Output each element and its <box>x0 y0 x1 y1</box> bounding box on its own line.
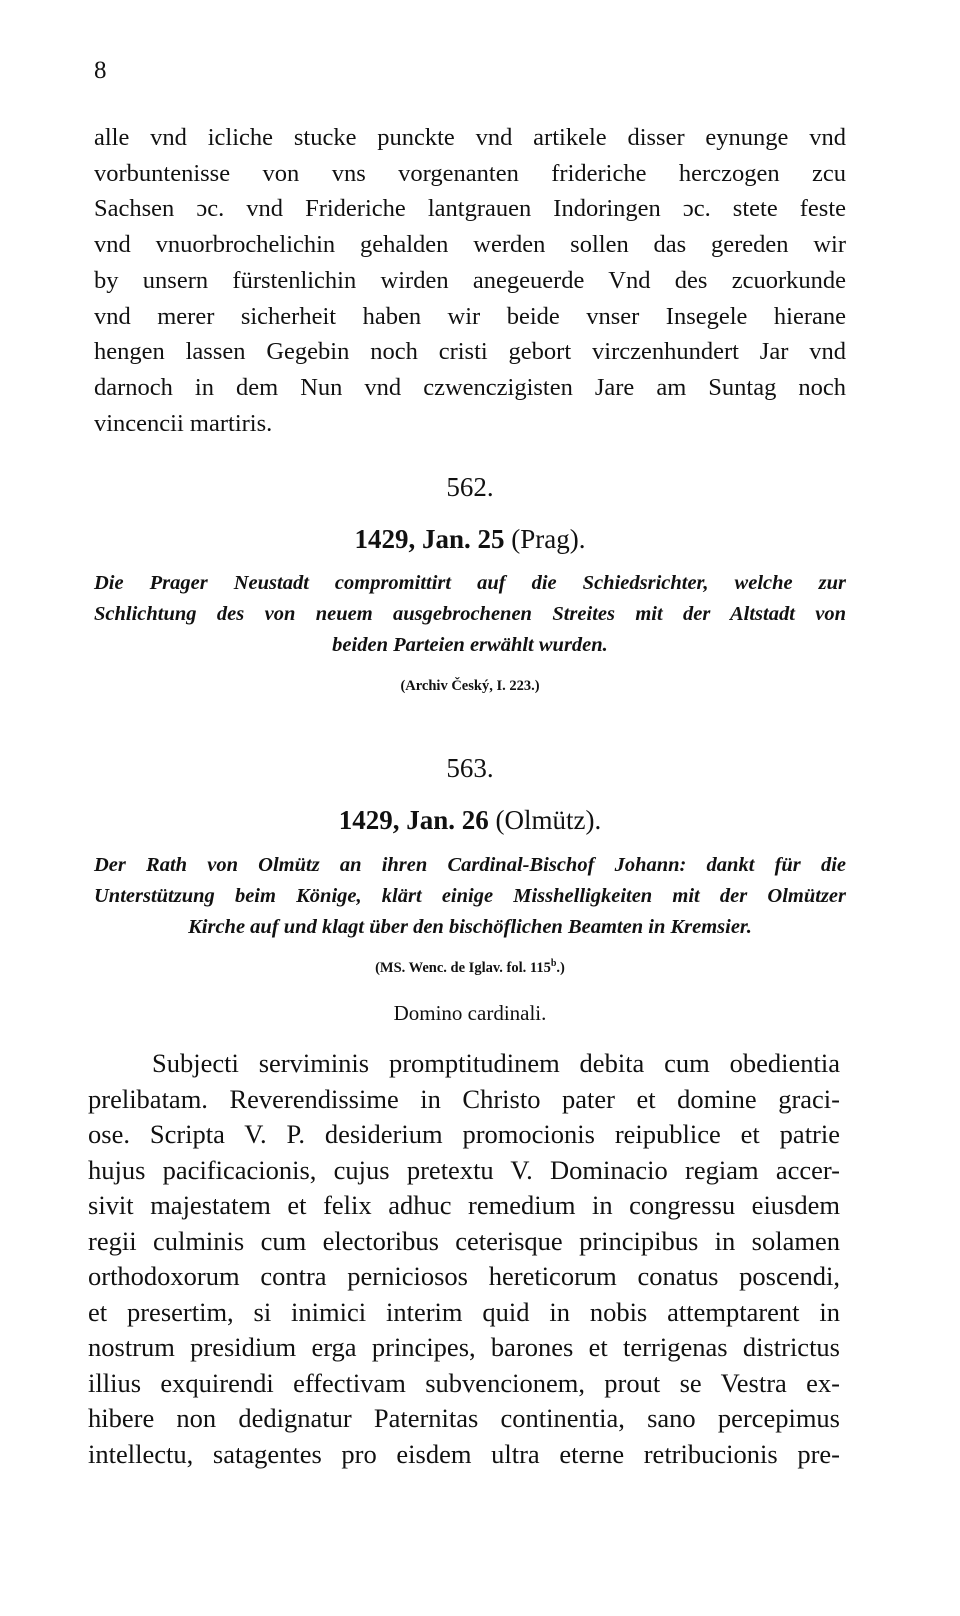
opening-paragraph <box>94 120 846 441</box>
letter-line: nostrum presidium erga principes, barones et terrigenas districtus <box>88 1332 840 1362</box>
text-line: darnoch in dem Nun vnd czwenczigisten Jare am Suntag noch <box>94 373 846 401</box>
document-source-562: (Archiv Český, I. 223.) <box>400 678 540 694</box>
letter-line: sivit majestatem et felix adhuc remedium in congressu eiusdem <box>88 1190 840 1220</box>
document-number-563: 563. <box>446 753 494 783</box>
letter-line: hibere non dedignatur Paternitas continentia, sano percepimus <box>88 1403 840 1433</box>
page-number: 8 <box>94 57 107 84</box>
source-superscript: b <box>550 958 557 969</box>
text-line: by unsern fürstenlichin wirden anegeuerde Vnd des zcuorkunde <box>94 266 846 294</box>
document-summary-563 <box>94 850 846 943</box>
text-line: vorbuntenisse von vns vorgenanten frideriche herczogen zcu <box>94 159 846 187</box>
date-text: 1429, Jan. 26 <box>338 805 489 835</box>
summary-line: Der Rath von Olmütz an ihren Cardinal-Bischof Johann: dankt für die <box>94 854 846 876</box>
letter-line: orthodoxorum contra perniciosos hereticorum conatus poscendi, <box>88 1261 840 1291</box>
letter-line: hujus pacificacionis, cujus pretextu V. Dominacio regiam accer- <box>88 1154 840 1185</box>
letter-line: ose. Scripta V. P. desiderium promocionis reipublice et patrie <box>88 1119 840 1149</box>
text-line: vnd merer sicherheit haben wir beide vnser Insegele hierane <box>94 302 846 330</box>
date-text: 1429, Jan. 25 <box>354 524 505 554</box>
letter-line: intellectu, satagentes pro eisdem ultra eterne retribucionis pre- <box>88 1438 840 1469</box>
document-number-562: 562. <box>446 472 494 502</box>
source-text: (MS. Wenc. de Iglav. fol. 115 <box>375 959 551 976</box>
summary-line: Kirche auf und klagt über den bischöflichen Beamten in Kremsier. <box>188 916 752 938</box>
source-text-end: .) <box>556 959 565 976</box>
text-line: Sachsen ɔc. vnd Frideriche lantgrauen Indoringen ɔc. stete feste <box>94 195 846 223</box>
document-date-562 <box>94 526 846 553</box>
document-source-563 <box>94 959 846 975</box>
letter-line: Subjecti serviminis promptitudinem debita cum obedientia <box>152 1048 840 1078</box>
place-text: (Prag). <box>511 524 586 554</box>
place-text: (Olmütz). <box>495 805 602 835</box>
letter-line: prelibatam. Reverendissime in Christo pater et domine graci- <box>88 1083 840 1114</box>
letter-line: et presertim, si inimici interim quid in nobis attemptarent in <box>88 1296 840 1327</box>
document-summary-562 <box>94 568 846 661</box>
summary-line: Die Prager Neustadt compromittirt auf die Schiedsrichter, welche zur <box>94 572 846 594</box>
text-line: hengen lassen Gegebin noch cristi gebort virczenhundert Jar vnd <box>94 338 846 366</box>
summary-line: Unterstützung beim Könige, klärt einige Misshelligkeiten mit der Olmützer <box>94 885 846 907</box>
letter-body <box>88 1046 840 1472</box>
text-line: vincencii martiris. <box>94 409 273 437</box>
document-date-563 <box>94 807 846 834</box>
letter-line: regii culminis cum electoribus ceterisque principibus in solamen <box>88 1225 840 1256</box>
letter-line: illius exquirendi effectivam subvencionem, prout se Vestra ex- <box>88 1367 840 1398</box>
text-line: alle vnd icliche stucke punckte vnd artikele disser eynunge vnd <box>94 124 846 151</box>
letter-salutation: Domino cardinali. <box>393 1001 547 1025</box>
text-line: vnd vnuorbrochelichin gehalden werden sollen das gereden wir <box>94 231 846 259</box>
summary-line: beiden Parteien erwählt wurden. <box>332 634 608 656</box>
summary-line: Schlichtung des von neuem ausgebrochenen Streites mit der Altstadt von <box>94 603 846 625</box>
